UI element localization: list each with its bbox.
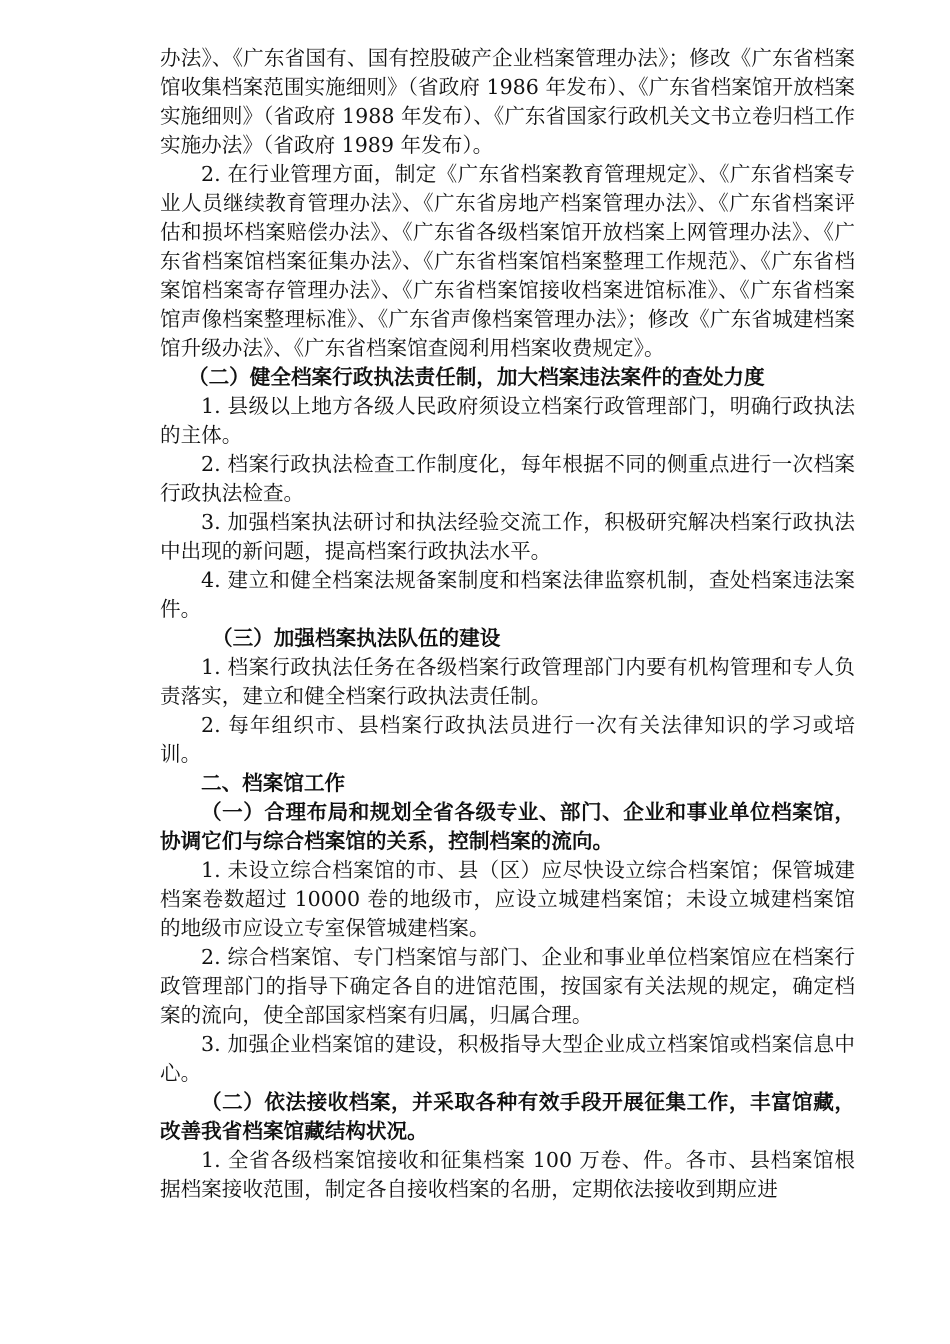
paragraph-team-item-2: 2. 每年组织市、县档案行政执法员进行一次有关法律知识的学习或培训。 (160, 713, 855, 766)
paragraph-enforcement-item-4: 4. 建立和健全档案法规备案制度和档案法律监察机制，查处档案违法案件。 (160, 568, 855, 621)
document-page (160, 44, 855, 1204)
paragraph-regulations-continued: 办法》、《广东省国有、国有控股破产企业档案管理办法》；修改《广东省档案馆收集档案范围实施细则》（省政府 1986 年发布）、《广东省档案馆开放档案实施细则》（省政府 1988 年发布）、《广东省国家行政机关文书立卷归档工作实施办法》（省政府 1989 年发布）。 (160, 46, 855, 157)
paragraph-collection-item-1: 1. 全省各级档案馆接收和征集档案 100 万卷、件。各市、县档案馆根据档案接收范围，制定各自接收档案的名册，定期依法接收到期应进 (160, 1148, 855, 1201)
heading-layout-planning: （一）合理布局和规划全省各级专业、部门、企业和事业单位档案馆，协调它们与综合档案馆的关系，控制档案的流向。 (160, 800, 855, 853)
heading-enforcement-responsibility: （二）健全档案行政执法责任制，加大档案违法案件的查处力度 (188, 365, 765, 389)
heading-archives-work: 二、档案馆工作 (201, 771, 346, 795)
paragraph-layout-item-2: 2. 综合档案馆、专门档案馆与部门、企业和事业单位档案馆应在档案行政管理部门的指导下确定各自的进馆范围，按国家有关法规的规定，确定档案的流向，使全部国家档案有归属，归属合理。 (160, 945, 855, 1027)
heading-collection: （二）依法接收档案，并采取各种有效手段开展征集工作，丰富馆藏，改善我省档案馆藏结构状况。 (160, 1090, 855, 1143)
paragraph-enforcement-item-3: 3. 加强档案执法研讨和执法经验交流工作，积极研究解决档案行政执法中出现的新问题，提高档案行政执法水平。 (160, 510, 855, 563)
paragraph-layout-item-1: 1. 未设立综合档案馆的市、县（区）应尽快设立综合档案馆；保管城建档案卷数超过 10000 卷的地级市，应设立城建档案馆；未设立城建档案馆的地级市应设立专室保管城建档案。 (160, 858, 855, 940)
paragraph-enforcement-item-2: 2. 档案行政执法检查工作制度化，每年根据不同的侧重点进行一次档案行政执法检查。 (160, 452, 855, 505)
paragraph-enforcement-item-1: 1. 县级以上地方各级人民政府须设立档案行政管理部门，明确行政执法的主体。 (160, 394, 855, 447)
paragraph-industry-management: 2. 在行业管理方面，制定《广东省档案教育管理规定》、《广东省档案专业人员继续教育管理办法》、《广东省房地产档案管理办法》、《广东省档案评估和损坏档案赔偿办法》、《广东省各级档案馆开放档案上网管理办法》、《广东省档案馆档案征集办法》、《广东省档案馆档案整理工作规范》、《广东省档案馆档案寄存管理办法》、《广东省档案馆接收档案进馆标准》、《广东省档案馆声像档案整理标准》、《广东省声像档案管理办法》；修改《广东省城建档案馆升级办法》、《广东省档案馆查阅利用档案收费规定》。 (160, 162, 855, 360)
paragraph-layout-item-3: 3. 加强企业档案馆的建设，积极指导大型企业成立档案馆或档案信息中心。 (160, 1032, 855, 1085)
paragraph-team-item-1: 1. 档案行政执法任务在各级档案行政管理部门内要有机构管理和专人负责落实，建立和健全档案行政执法责任制。 (160, 655, 855, 708)
heading-enforcement-team: （三）加强档案执法队伍的建设 (212, 626, 501, 650)
